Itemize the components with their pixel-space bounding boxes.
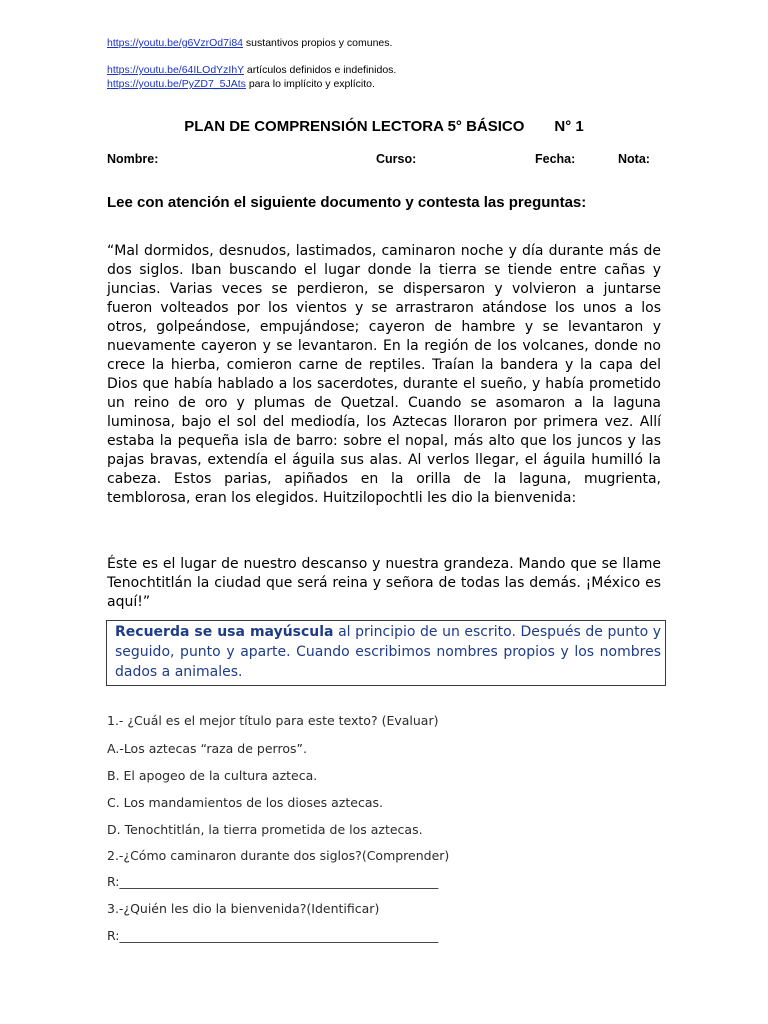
- link-description: artículos definidos e indefinidos.: [243, 64, 397, 76]
- reminder-bold-text: Recuerda se usa mayúscula: [115, 624, 334, 640]
- link-description: para lo implícito y explícito.: [245, 78, 375, 90]
- reminder-text: al principio de un escrito. Después de punto y seguido, punto y aparte. Cuando escribimos nombres propios y los nombres dados a animales.: [115, 624, 661, 680]
- passage-paragraph-1: “Mal dormidos, desnudos, lastimados, caminaron noche y día durante más de dos siglos. Iban buscando el lugar donde la tierra se tiende entre cañas y juncias. Varias veces se perdieron, se dispersaron y volvieron a juntarse fueron volteados por los vientos y se arrastraron atándose los unos a los otros, golpeándose, empujándose; cayeron de hambre y se levantaron y nuevamente cayeron y se levantaron. En la región de los volcanes, donde no crece la hierba, comieron carne de reptiles. Traían la bandera y la capa del Dios que había hablado a los sacerdotes, durante el sueño, y había prometido un reino de oro y plumas de Quetzal. Cuando se asomaron a la laguna luminosa, bajo el sol del mediodía, los Aztecas lloraron por primera vez. Allí estaba la pequeña isla de barro: sobre el nopal, más alto que los juncos y las pajas bravas, extendía el águila sus alas. Al verlos llegar, el águila humilló la cabeza. Estos parias, apiñados en la orilla de la laguna, mugrienta, temblorosa, eran los elegidos. Huitzilopochtli les dio la bienvenida:: [107, 243, 661, 506]
- question-2: 2.-¿Cómo caminaron durante dos siglos?(Comprender): [107, 848, 450, 863]
- answer-line-2: R:___________________________________________________: [107, 874, 439, 889]
- capitalization-reminder-box: [106, 620, 666, 686]
- date-field-label: Fecha:: [535, 152, 576, 166]
- link-line-sustantivos: [107, 37, 392, 49]
- instruction-heading: Lee con atención el siguiente documento y contesta las preguntas:: [107, 194, 587, 211]
- link-line-articulos: [107, 64, 396, 76]
- plan-title: PLAN DE COMPRENSIÓN LECTORA 5° BÁSICO: [184, 118, 525, 135]
- grade-field-label: Nota:: [618, 152, 650, 166]
- plan-number: N° 1: [554, 118, 584, 135]
- option-c: C. Los mandamientos de los dioses aztecas.: [107, 795, 383, 810]
- option-a: A.-Los aztecas “raza de perros”.: [107, 741, 307, 756]
- link-description: sustantivos propios y comunes.: [243, 37, 393, 49]
- video-link-implicito[interactable]: https://youtu.be/PyZD7_5JAts: [107, 78, 246, 90]
- question-3: 3.-¿Quién les dio la bienvenida?(Identificar): [107, 901, 380, 916]
- option-b: B. El apogeo de la cultura azteca.: [107, 768, 318, 783]
- option-d: D. Tenochtitlán, la tierra prometida de los aztecas.: [107, 822, 423, 837]
- video-link-articulos[interactable]: https://youtu.be/64ILOdYzIhY: [107, 64, 244, 76]
- answer-line-3: R:___________________________________________________: [107, 928, 439, 943]
- link-line-implicito: [107, 78, 375, 90]
- name-field-label: Nombre:: [107, 152, 159, 166]
- course-field-label: Curso:: [376, 152, 417, 166]
- page-title: [0, 118, 768, 135]
- passage-paragraph-2: Éste es el lugar de nuestro descanso y nuestra grandeza. Mando que se llame Tenochtitlán la ciudad que será reina y señora de todas las demás. ¡México es aquí!”: [107, 556, 661, 610]
- video-link-sustantivos[interactable]: https://youtu.be/g6VzrOd7i84: [107, 37, 244, 49]
- question-1: 1.- ¿Cuál es el mejor título para este texto? (Evaluar): [107, 713, 439, 728]
